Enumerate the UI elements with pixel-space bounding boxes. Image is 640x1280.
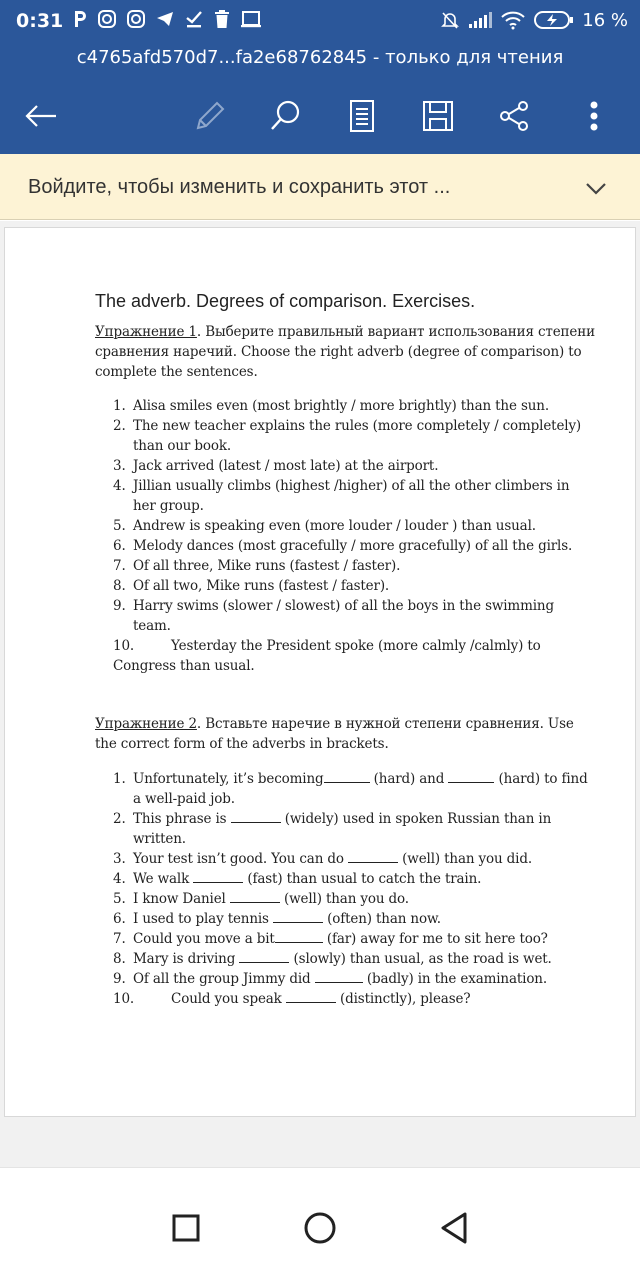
- search-icon: [268, 98, 304, 134]
- list-item: 1. Unfortunately, it’s becoming (hard) and (hard) to find a well-paid job.: [113, 771, 588, 807]
- status-time: 0:31: [16, 10, 64, 32]
- answer-blank[interactable]: [239, 949, 289, 963]
- telegram-icon: [155, 9, 175, 29]
- answer-blank[interactable]: [275, 929, 323, 943]
- list-item: 8. Of all two, Mike runs (fastest / faster).: [113, 578, 390, 594]
- answer-blank[interactable]: [348, 849, 398, 863]
- list-item: 2. This phrase is (widely) used in spoken Russian than in written.: [113, 811, 552, 847]
- square-icon: [171, 1213, 201, 1243]
- wifi-icon: [500, 10, 526, 30]
- signal-icon: [467, 10, 493, 30]
- app-header: [0, 0, 640, 154]
- list-item: 1. Alisa smiles even (most brightly / more brightly) than the sun.: [113, 398, 549, 414]
- list-item: 4. Jillian usually climbs (highest /higher) of all the other climbers in her group.: [113, 478, 570, 514]
- exercise-1-label: Упражнение 1: [95, 324, 197, 340]
- list-item: 4. We walk (fast) than usual to catch the train.: [113, 871, 482, 887]
- sign-in-banner[interactable]: [0, 154, 640, 220]
- save-button[interactable]: [414, 90, 462, 142]
- answer-blank[interactable]: [230, 889, 280, 903]
- app-toolbar: [0, 90, 640, 142]
- instagram-icon: [126, 9, 146, 29]
- delete-icon: [213, 9, 231, 29]
- exercise-2-list: [113, 769, 593, 1009]
- recent-apps-button[interactable]: [166, 1208, 206, 1248]
- battery-icon: [533, 9, 575, 31]
- system-navigation-bar: [0, 1167, 640, 1280]
- list-item: 10. Yesterday the President spoke (more calmly /calmly) to Congress than usual.: [113, 638, 541, 674]
- list-item: 6. I used to play tennis (often) than now.: [113, 911, 441, 927]
- instagram-icon: [97, 9, 117, 29]
- list-item: 3. Jack arrived (latest / most late) at the airport.: [113, 458, 439, 474]
- reading-view-icon: [347, 98, 377, 134]
- list-item: 5. I know Daniel (well) than you do.: [113, 891, 409, 907]
- list-item: 9. Of all the group Jimmy did (badly) in the examination.: [113, 971, 547, 987]
- answer-blank[interactable]: [193, 869, 243, 883]
- list-item: 2. The new teacher explains the rules (more completely / completely) than our book.: [113, 418, 582, 454]
- list-item: 6. Melody dances (most gracefully / more gracefully) of all the girls.: [113, 538, 573, 554]
- download-done-icon: [184, 9, 204, 29]
- more-options-button[interactable]: [570, 90, 618, 142]
- edit-button[interactable]: [186, 90, 234, 142]
- p-app-icon: [72, 9, 88, 29]
- arrow-left-icon: [23, 101, 59, 131]
- more-vertical-icon: [588, 98, 600, 134]
- list-item: 7. Of all three, Mike runs (fastest / faster).: [113, 558, 401, 574]
- answer-blank[interactable]: [448, 769, 494, 783]
- chevron-down-icon[interactable]: [582, 174, 610, 202]
- mute-icon: [440, 10, 460, 30]
- save-icon: [420, 98, 456, 134]
- pencil-icon: [192, 98, 228, 134]
- circle-icon: [303, 1211, 337, 1245]
- back-nav-button[interactable]: [434, 1208, 474, 1248]
- list-item: 10. Could you speak (distinctly), please?: [113, 991, 471, 1007]
- exercise-2-label: Упражнение 2: [95, 716, 197, 732]
- list-item: 5. Andrew is speaking even (more louder / louder ) than usual.: [113, 518, 536, 534]
- status-bar: [0, 0, 640, 42]
- answer-blank[interactable]: [231, 809, 281, 823]
- exercise-1-list: [113, 396, 593, 676]
- document-heading: The adverb. Degrees of comparison. Exercises.: [95, 291, 476, 311]
- list-item: 9. Harry swims (slower / slowest) of all the boys in the swimming team.: [113, 598, 554, 634]
- document-title: c4765afd570d7...fa2e68762845 - только для чтения: [76, 47, 564, 68]
- exercise-1-intro: Упражнение 1. Выберите правильный вариант использования степени сравнения наречий. Choose the right adverb (degree of comparison) to complete the sentences.: [95, 324, 595, 380]
- back-button[interactable]: [17, 90, 65, 142]
- cast-icon: [240, 9, 262, 29]
- triangle-back-icon: [439, 1211, 469, 1245]
- battery-percent: 16 %: [582, 9, 628, 31]
- answer-blank[interactable]: [273, 909, 323, 923]
- answer-blank[interactable]: [324, 769, 370, 783]
- banner-text: Войдите, чтобы изменить и сохранить этот ...: [28, 176, 451, 198]
- list-item: 3. Your test isn’t good. You can do (well) than you did.: [113, 851, 532, 867]
- answer-blank[interactable]: [286, 989, 336, 1003]
- exercise-2-intro: Упражнение 2. Вставьте наречие в нужной степени сравнения. Use the correct form of the adverbs in brackets.: [95, 716, 574, 752]
- answer-blank[interactable]: [315, 969, 363, 983]
- share-button[interactable]: [490, 90, 538, 142]
- document-canvas[interactable]: [0, 221, 640, 1167]
- list-item: 8. Mary is driving (slowly) than usual, as the road is wet.: [113, 951, 552, 967]
- home-button[interactable]: [300, 1208, 340, 1248]
- document-page: [4, 227, 636, 1117]
- reading-view-button[interactable]: [338, 90, 386, 142]
- share-icon: [496, 98, 532, 134]
- list-item: 7. Could you move a bit (far) away for me to sit here too?: [113, 931, 548, 947]
- search-button[interactable]: [262, 90, 310, 142]
